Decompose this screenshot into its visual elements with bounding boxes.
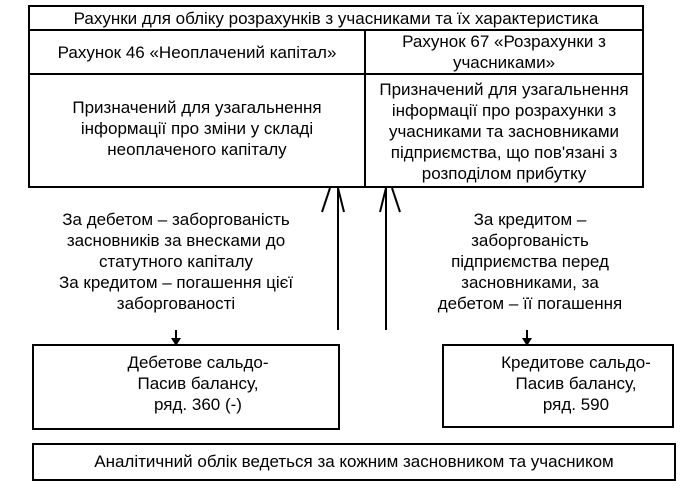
right-connector-stroke bbox=[380, 188, 386, 212]
purpose-line: неоплаченого капіталу bbox=[107, 140, 287, 159]
entries-line: засновників за внесками до bbox=[66, 231, 286, 250]
account-67-header bbox=[366, 31, 642, 73]
purpose-line: підприємства, що пов'язані з bbox=[390, 143, 618, 162]
purpose-line: інформації про зміни у складі bbox=[80, 119, 314, 138]
account-67-purpose bbox=[366, 79, 642, 184]
entries-line: заборгованість bbox=[471, 231, 589, 250]
account-46-entries bbox=[22, 209, 330, 314]
entries-line: статутного капіталу bbox=[98, 252, 253, 271]
entries-line: За кредитом – bbox=[473, 210, 587, 229]
purpose-line: інформації про розрахунки з bbox=[391, 101, 617, 120]
account-67-entries bbox=[412, 209, 648, 314]
account-67-header-line: Рахунок 67 «Розрахунки з bbox=[402, 32, 606, 51]
balance-line: Дебетове сальдо- bbox=[127, 353, 269, 372]
balance-line: ряд. 590 bbox=[542, 395, 610, 414]
right-connector-stroke bbox=[392, 188, 400, 212]
entries-line: дебетом – її погашення bbox=[437, 294, 623, 313]
account-46-header: Рахунок 46 «Неоплачений капітал» bbox=[57, 43, 337, 62]
entries-line: заборгованості bbox=[116, 294, 236, 313]
entries-line: За кредитом – погашення цієї bbox=[58, 273, 294, 292]
balance-line: Кредитове сальдо- bbox=[501, 353, 651, 372]
balance-line: ряд. 360 (-) bbox=[154, 395, 242, 414]
balance-line: Пасив балансу, bbox=[515, 374, 637, 393]
diagram-title: Рахунки для обліку розрахунків з учасниками та їх характеристика bbox=[73, 9, 599, 28]
debit-balance-text bbox=[98, 352, 298, 415]
left-connector-stroke bbox=[338, 188, 344, 212]
purpose-line: розподілом прибутку bbox=[421, 164, 587, 183]
account-67-header-line: учасниками» bbox=[452, 53, 556, 72]
analytics-footer-text: Аналітичний облік ведеться за кожним засновником та учасником bbox=[94, 452, 614, 471]
account-46-purpose bbox=[30, 97, 364, 160]
purpose-line: Призначений для узагальнення bbox=[72, 98, 322, 117]
entries-line: За дебетом – заборгованість bbox=[62, 210, 290, 229]
balance-line: Пасив балансу, bbox=[137, 374, 259, 393]
credit-balance-text bbox=[476, 352, 676, 415]
entries-line: підприємства перед bbox=[451, 252, 609, 271]
entries-line: засновниками, за bbox=[461, 273, 599, 292]
purpose-line: Призначений для узагальнення bbox=[379, 80, 629, 99]
purpose-line: учасниками та засновниками bbox=[388, 122, 620, 141]
